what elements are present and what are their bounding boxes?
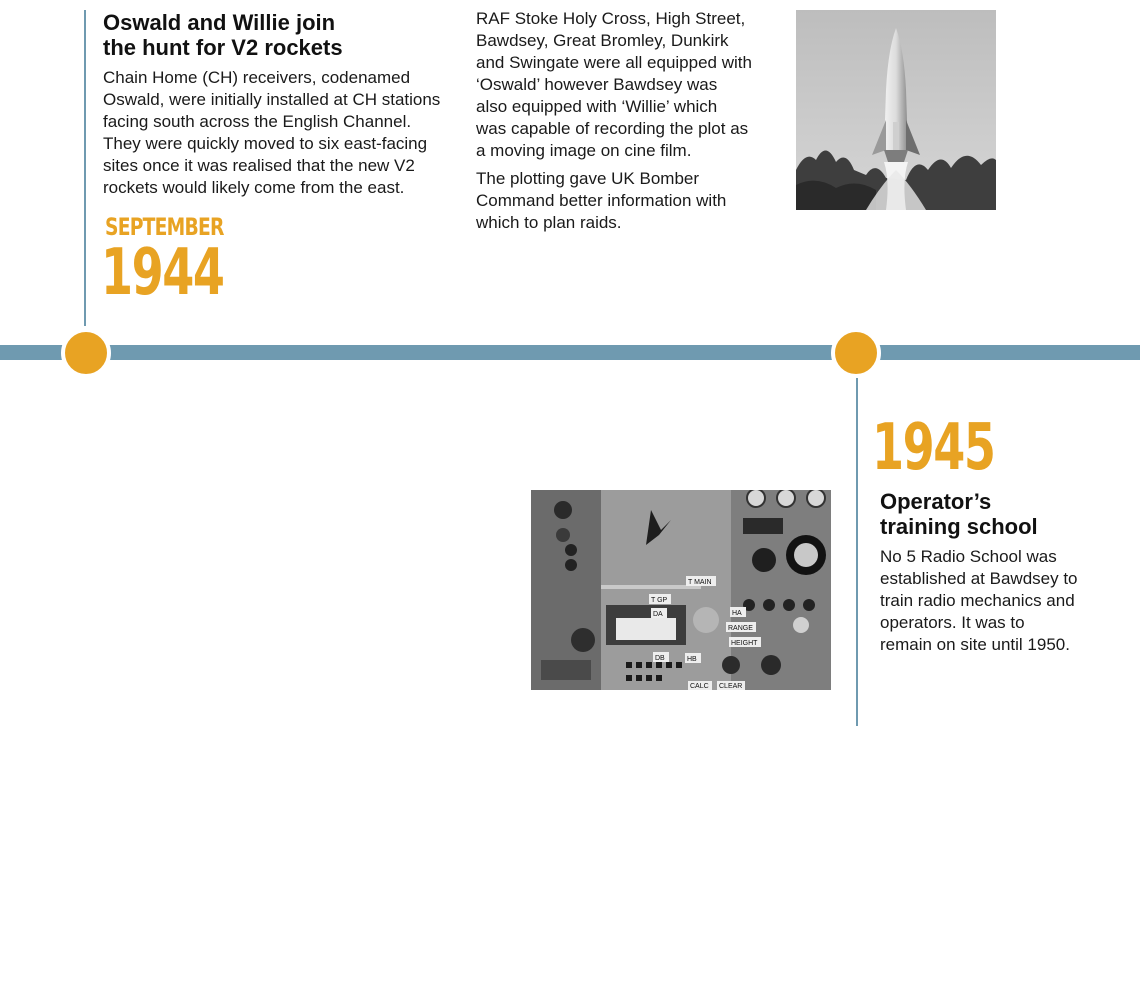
entry-1944-paragraph-3: The plotting gave UK Bomber Command better information with which to plan raids. (476, 169, 727, 232)
label-t-gp: T GP (651, 597, 668, 604)
v2-rocket-photo (796, 10, 996, 210)
timeline-band (0, 345, 1140, 360)
label-ha: HA (732, 610, 742, 617)
entry-1945-title: Operator’s training school (880, 489, 1038, 539)
entry-1945-year: 1945 (872, 411, 995, 485)
label-height: HEIGHT (731, 640, 758, 647)
label-hb: HB (687, 656, 697, 663)
entry-1944-title: Oswald and Willie join the hunt for V2 rockets (103, 10, 343, 60)
label-calc: CALC (690, 683, 709, 690)
entry-1944-year: 1944 (101, 236, 224, 310)
timeline-marker-1945 (831, 328, 881, 378)
entry-1945-paragraph: No 5 Radio School was established at Bawdsey to train radio mechanics and operators. It was to remain on site until 1950. (880, 547, 1078, 654)
timeline-marker-1944 (61, 328, 111, 378)
label-range: RANGE (728, 625, 753, 632)
radar-console-photo (531, 490, 831, 690)
label-da: DA (653, 611, 663, 618)
entry-1944-paragraph-1: Chain Home (CH) receivers, codenamed Oswald, were initially installed at CH stations facing south across the English Channel. They were quickly moved to six east-facing sites once it was realised that the new V2 rockets would likely come from the east. (103, 68, 441, 197)
label-db: DB (655, 655, 665, 662)
entry-1944-paragraph-2: RAF Stoke Holy Cross, High Street, Bawdsey, Great Bromley, Dunkirk and Swingate were all equipped with ‘Oswald’ however Bawdsey was also equipped with ‘Willie’ which was capable of recording the plot as a moving image on cine film. (476, 9, 752, 160)
entry-1944-month: SEPTEMBER (105, 213, 224, 241)
label-clear: CLEAR (719, 683, 743, 690)
label-t-main: T MAIN (688, 579, 712, 586)
timeline-connector-1944 (84, 10, 86, 326)
timeline-connector-1945 (856, 378, 858, 726)
